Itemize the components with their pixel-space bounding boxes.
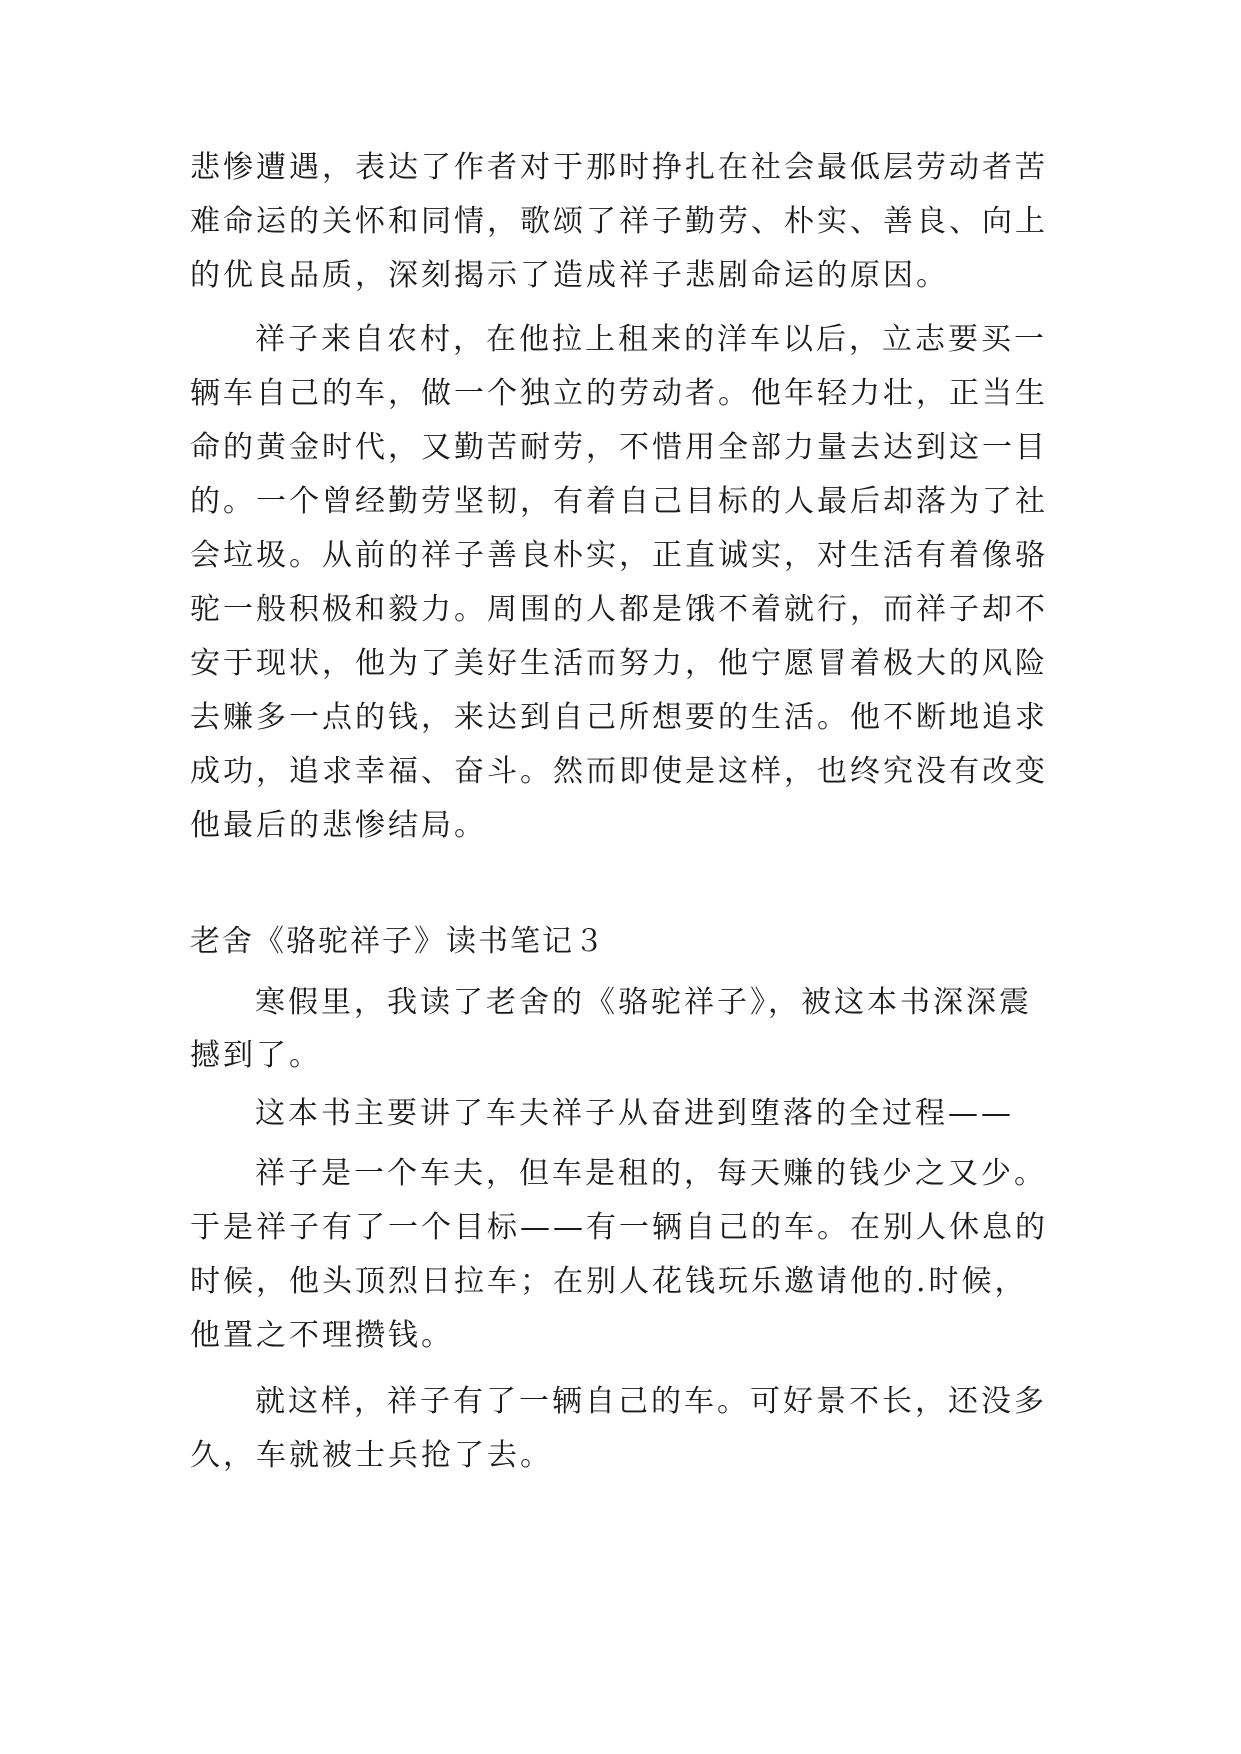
text-line: 的。一个曾经勤劳坚韧，有着自己目标的人最后却落为了社 <box>190 484 1048 519</box>
text-line: 悲惨遭遇，表达了作者对于那时挣扎在社会最低层劳动者苦 <box>190 150 1048 185</box>
paragraph-first-line: 祥子是一个车夫，但车是租的，每天赚的钱少之又少。 <box>255 1156 1047 1191</box>
paragraph-first-line: 寒假里，我读了老舍的《骆驼祥子》，被这本书深深震 <box>255 985 1032 1020</box>
text-line: 撼到了。 <box>190 1038 322 1073</box>
text-line: 辆车自己的车，做一个独立的劳动者。他年轻力壮，正当生 <box>190 376 1048 411</box>
text-line: 驼一般积极和毅力。周围的人都是饿不着就行，而祥子却不 <box>190 592 1048 627</box>
text-line: 难命运的关怀和同情，歌颂了祥子勤劳、朴实、善良、向上 <box>190 204 1048 239</box>
text-line: 他最后的悲惨结局。 <box>190 808 487 843</box>
text-line: 去赚多一点的钱，来达到自己所想要的生活。他不断地追求 <box>190 700 1048 735</box>
text-line: 安于现状，他为了美好生活而努力，他宁愿冒着极大的风险 <box>190 646 1048 681</box>
text-line: 他置之不理攒钱。 <box>190 1318 454 1353</box>
text-line: 会垃圾。从前的祥子善良朴实，正直诚实，对生活有着像骆 <box>190 538 1048 573</box>
text-line: 命的黄金时代，又勤苦耐劳，不惜用全部力量去达到这一目 <box>190 430 1048 465</box>
text-line: 时候，他头顶烈日拉车；在别人花钱玩乐邀请他的.时候， <box>190 1264 1028 1299</box>
text-line: 的优良品质，深刻揭示了造成祥子悲剧命运的原因。 <box>190 258 949 293</box>
paragraph-first-line: 祥子来自农村，在他拉上租来的洋车以后，立志要买一 <box>255 322 1047 357</box>
paragraph-first-line: 就这样，祥子有了一辆自己的车。可好景不长，还没多 <box>255 1384 1047 1419</box>
text-line: 于是祥子有了一个目标——有一辆自己的车。在别人休息的 <box>190 1210 1048 1245</box>
text-line: 久，车就被士兵抢了去。 <box>190 1438 553 1473</box>
paragraph-first-line: 这本书主要讲了车夫祥子从奋进到堕落的全过程—— <box>255 1096 1014 1131</box>
section-heading: 老舍《骆驼祥子》读书笔记３ <box>190 924 606 959</box>
text-line: 成功，追求幸福、奋斗。然而即使是这样，也终究没有改变 <box>190 754 1048 789</box>
